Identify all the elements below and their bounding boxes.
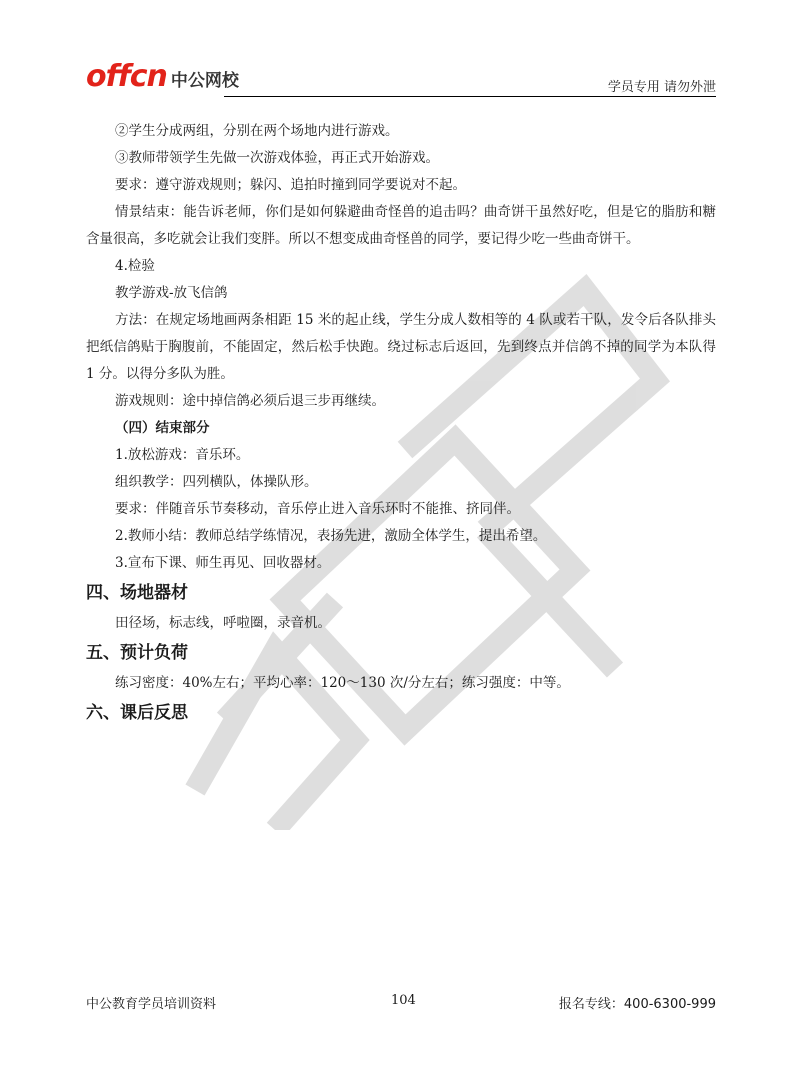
body-paragraph: ③教师带领学生先做一次游戏体验，再正式开始游戏。 [115,150,439,166]
page-header [86,59,716,100]
body-paragraph: 要求：遵守游戏规则；躲闪、追拍时撞到同学要说对不起。 [115,177,466,193]
body-paragraph: 1.放松游戏：音乐环。 [115,447,250,463]
header-note: 学员专用 请勿外泄 [607,80,716,95]
page-number: 104 [391,993,416,1008]
section-heading: 五、预计负荷 [86,643,188,663]
offcn-logo [86,59,239,94]
body-paragraph: 练习密度：40%左右；平均心率：120～130 次/分左右；练习强度：中等。 [115,675,570,691]
body-paragraph: 方法：在规定场地画两条相距 15 米的起止线，学生分成人数相等的 4 队或若干队，发令后各队排头把纸信鸽贴于胸腹前，不能固定，然后松手快跑。绕过标志后返回，先到终点并信鸽不掉的同学为本队得 1 分。以得分多队为胜。 [86,312,716,382]
body-paragraph: 情景结束：能告诉老师，你们是如何躲避曲奇怪兽的追击吗？曲奇饼干虽然好吃，但是它的脂肪和糖含量很高，多吃就会让我们变胖。所以不想变成曲奇怪兽的同学，要记得少吃一些曲奇饼干。 [86,204,716,247]
body-paragraph: 组织教学：四列横队，体操队形。 [115,474,318,490]
section-heading: 六、课后反思 [86,703,188,723]
logo-latin-text: offcn [86,59,167,94]
section-heading: 四、场地器材 [86,583,188,603]
body-paragraph: 田径场，标志线，呼啦圈，录音机。 [115,615,331,631]
page-content [86,118,716,730]
body-paragraph: ②学生分成两组，分别在两个场地内进行游戏。 [115,123,399,139]
header-rule [224,96,716,97]
footer-left-text: 中公教育学员培训资料 [86,997,217,1012]
body-paragraph: 要求：伴随音乐节奏移动，音乐停止进入音乐环时不能推、挤同伴。 [115,501,520,517]
body-paragraph: 游戏规则：途中掉信鸽必须后退三步再继续。 [115,393,385,409]
body-paragraph: 3.宣布下课、师生再见、回收器材。 [115,555,331,571]
subsection-heading: （四）结束部分 [115,420,210,436]
body-paragraph: 2.教师小结：教师总结学练情况，表扬先进，激励全体学生，提出希望。 [115,528,547,544]
body-paragraph: 教学游戏-放飞信鸽 [115,285,228,301]
footer-hotline: 报名专线：400-6300-999 [558,997,716,1012]
logo-cn-text: 中公网校 [170,71,239,91]
page-footer [86,993,716,1013]
body-paragraph: 4.检验 [115,258,155,274]
